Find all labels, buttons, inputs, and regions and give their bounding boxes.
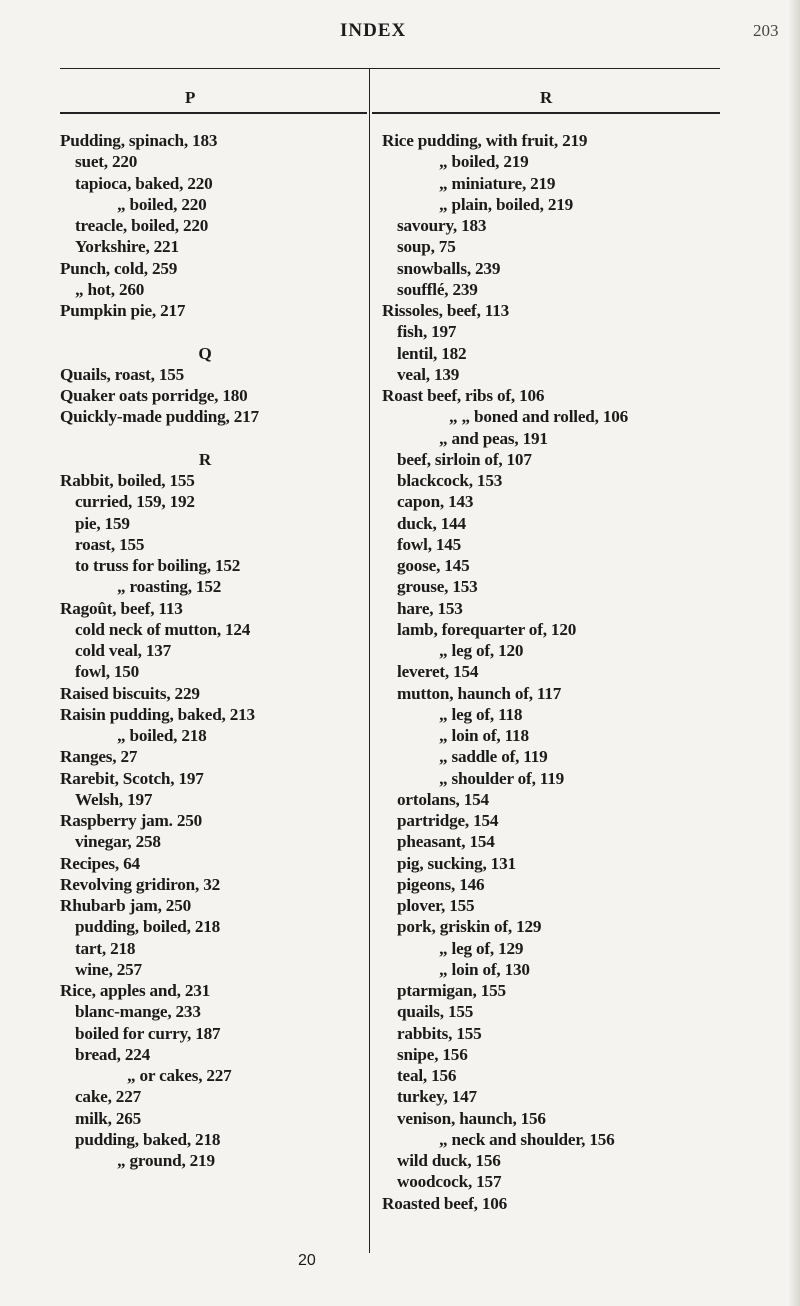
index-entry: fish, 197 — [397, 322, 457, 342]
page-edge — [788, 0, 800, 1306]
index-entry: „ boiled, 220 — [117, 194, 207, 214]
index-entry: Revolving gridiron, 32 — [60, 874, 221, 894]
index-entry: rabbits, 155 — [397, 1023, 482, 1043]
index-entry: ptarmigan, 155 — [397, 981, 506, 1000]
signature-mark: 20 — [298, 1252, 316, 1269]
index-entry: partridge, 154 — [397, 811, 499, 830]
index-entry: „ neck and shoulder, 156 — [439, 1129, 615, 1149]
index-entry: Welsh, 197 — [75, 789, 153, 809]
index-entry: lentil, 182 — [397, 343, 467, 363]
index-entry: „ plain, boiled, 219 — [439, 194, 574, 214]
index-entry: tart, 218 — [75, 938, 136, 958]
left-column-letter: P — [185, 88, 196, 107]
index-entry: „ roasting, 152 — [117, 577, 222, 597]
index-entry: wild duck, 156 — [397, 1151, 501, 1170]
index-entry: „ loin of, 118 — [439, 726, 529, 745]
index-entry: fowl, 150 — [75, 662, 140, 682]
index-entry: „ and peas, 191 — [439, 428, 548, 448]
index-entry: „ shoulder of, 119 — [439, 768, 565, 788]
index-entry: „ „ boned and rolled, 106 — [449, 407, 629, 427]
index-entry: Rarebit, Scotch, 197 — [60, 768, 204, 788]
index-entry: Roasted beef, 106 — [382, 1193, 508, 1213]
right-index-column — [382, 130, 782, 1214]
index-entry: beef, sirloin of, 107 — [397, 449, 532, 469]
index-entry: Rice, apples and, 231 — [60, 981, 211, 1000]
section-letter: R — [198, 449, 212, 469]
index-entry: suet, 220 — [75, 152, 138, 172]
index-entry: Roast beef, ribs of, 106 — [382, 386, 545, 405]
page-number: 203 — [753, 21, 779, 40]
index-entry — [60, 428, 365, 449]
index-entry: lamb, forequarter of, 120 — [397, 619, 577, 639]
index-entry: Raspberry jam. 250 — [60, 811, 202, 830]
index-entry: capon, 143 — [397, 492, 474, 512]
index-entry: „ or cakes, 227 — [127, 1066, 232, 1085]
index-entry: turkey, 147 — [397, 1087, 477, 1107]
index-entry: blackcock, 153 — [397, 471, 503, 490]
index-entry: veal, 139 — [397, 364, 460, 384]
index-entry: Recipes, 64 — [60, 853, 140, 873]
index-entry: curried, 159, 192 — [75, 492, 195, 512]
index-entry: Ragoût, beef, 113 — [60, 598, 183, 618]
index-entry: plover, 155 — [397, 896, 475, 915]
left-index-column — [60, 130, 365, 1171]
index-entry: Yorkshire, 221 — [75, 237, 179, 257]
index-entry: hare, 153 — [397, 598, 463, 618]
index-entry: „ hot, 260 — [75, 279, 145, 299]
index-entry: pudding, baked, 218 — [75, 1129, 221, 1149]
index-entry: savoury, 183 — [397, 216, 487, 235]
index-entry — [60, 321, 365, 342]
column-divider — [369, 68, 370, 1253]
index-entry: woodcock, 157 — [397, 1172, 502, 1192]
index-entry: snowballs, 239 — [397, 258, 501, 278]
left-column-rule — [60, 112, 367, 114]
index-entry: grouse, 153 — [397, 577, 478, 597]
right-column-letter: R — [540, 88, 553, 107]
index-entry: soup, 75 — [397, 237, 456, 257]
index-entry: teal, 156 — [397, 1066, 457, 1085]
index-entry: „ ground, 219 — [117, 1151, 215, 1170]
index-entry: pudding, boiled, 218 — [75, 917, 221, 937]
index-entry: wine, 257 — [75, 959, 142, 979]
index-entry: ortolans, 154 — [397, 789, 489, 809]
index-entry: Quails, roast, 155 — [60, 364, 185, 384]
index-entry: milk, 265 — [75, 1108, 142, 1128]
index-entry: fowl, 145 — [397, 534, 462, 554]
index-entry: Ranges, 27 — [60, 747, 138, 767]
running-title: INDEX — [340, 20, 407, 41]
index-entry: vinegar, 258 — [75, 832, 161, 852]
index-entry: „ boiled, 218 — [117, 726, 207, 745]
index-entry: Pudding, spinach, 183 — [60, 131, 218, 150]
index-entry: mutton, haunch of, 117 — [397, 683, 562, 703]
index-entry: leveret, 154 — [397, 662, 479, 682]
index-entry: tapioca, baked, 220 — [75, 173, 213, 193]
index-entry: „ loin of, 130 — [439, 959, 530, 979]
index-entry: quails, 155 — [397, 1002, 474, 1022]
index-entry: „ miniature, 219 — [439, 173, 556, 193]
index-entry: pork, griskin of, 129 — [397, 917, 542, 937]
index-entry: Rissoles, beef, 113 — [382, 301, 510, 320]
index-entry: Quickly-made pudding, 217 — [60, 407, 259, 427]
index-entry: snipe, 156 — [397, 1044, 468, 1064]
index-entry: „ leg of, 129 — [439, 938, 524, 958]
page-header — [0, 20, 800, 50]
index-entry: cake, 227 — [75, 1087, 141, 1107]
index-entry: pheasant, 154 — [397, 832, 495, 852]
index-entry: boiled for curry, 187 — [75, 1023, 221, 1043]
index-entry: Raised biscuits, 229 — [60, 683, 200, 703]
index-entry: soufflé, 239 — [397, 279, 478, 299]
index-entry: venison, haunch, 156 — [397, 1108, 546, 1128]
index-entry: Pumpkin pie, 217 — [60, 301, 186, 320]
index-entry: to truss for boiling, 152 — [75, 556, 241, 575]
index-entry: Rabbit, boiled, 155 — [60, 471, 195, 490]
index-entry: duck, 144 — [397, 513, 466, 533]
index-entry: Raisin pudding, baked, 213 — [60, 704, 255, 724]
index-entry: roast, 155 — [75, 534, 145, 554]
index-entry: pigeons, 146 — [397, 874, 485, 894]
index-entry: cold veal, 137 — [75, 641, 172, 660]
index-entry: „ boiled, 219 — [439, 152, 529, 172]
section-letter: Q — [198, 343, 212, 363]
index-entry: cold neck of mutton, 124 — [75, 619, 251, 639]
index-entry: goose, 145 — [397, 556, 470, 575]
header-rule — [60, 68, 720, 69]
index-entry: „ leg of, 118 — [439, 704, 523, 724]
index-entry: Rice pudding, with fruit, 219 — [382, 131, 588, 150]
index-entry: treacle, boiled, 220 — [75, 216, 209, 235]
index-entry: „ leg of, 120 — [439, 641, 524, 660]
index-entry: Rhubarb jam, 250 — [60, 896, 191, 915]
index-entry: Quaker oats porridge, 180 — [60, 386, 248, 405]
index-entry: „ saddle of, 119 — [439, 747, 548, 767]
index-entry: pie, 159 — [75, 513, 130, 533]
index-entry: Punch, cold, 259 — [60, 258, 178, 278]
index-entry: pig, sucking, 131 — [397, 853, 516, 873]
right-column-rule — [372, 112, 720, 114]
index-entry: bread, 224 — [75, 1044, 151, 1064]
index-entry: blanc-mange, 233 — [75, 1002, 201, 1022]
